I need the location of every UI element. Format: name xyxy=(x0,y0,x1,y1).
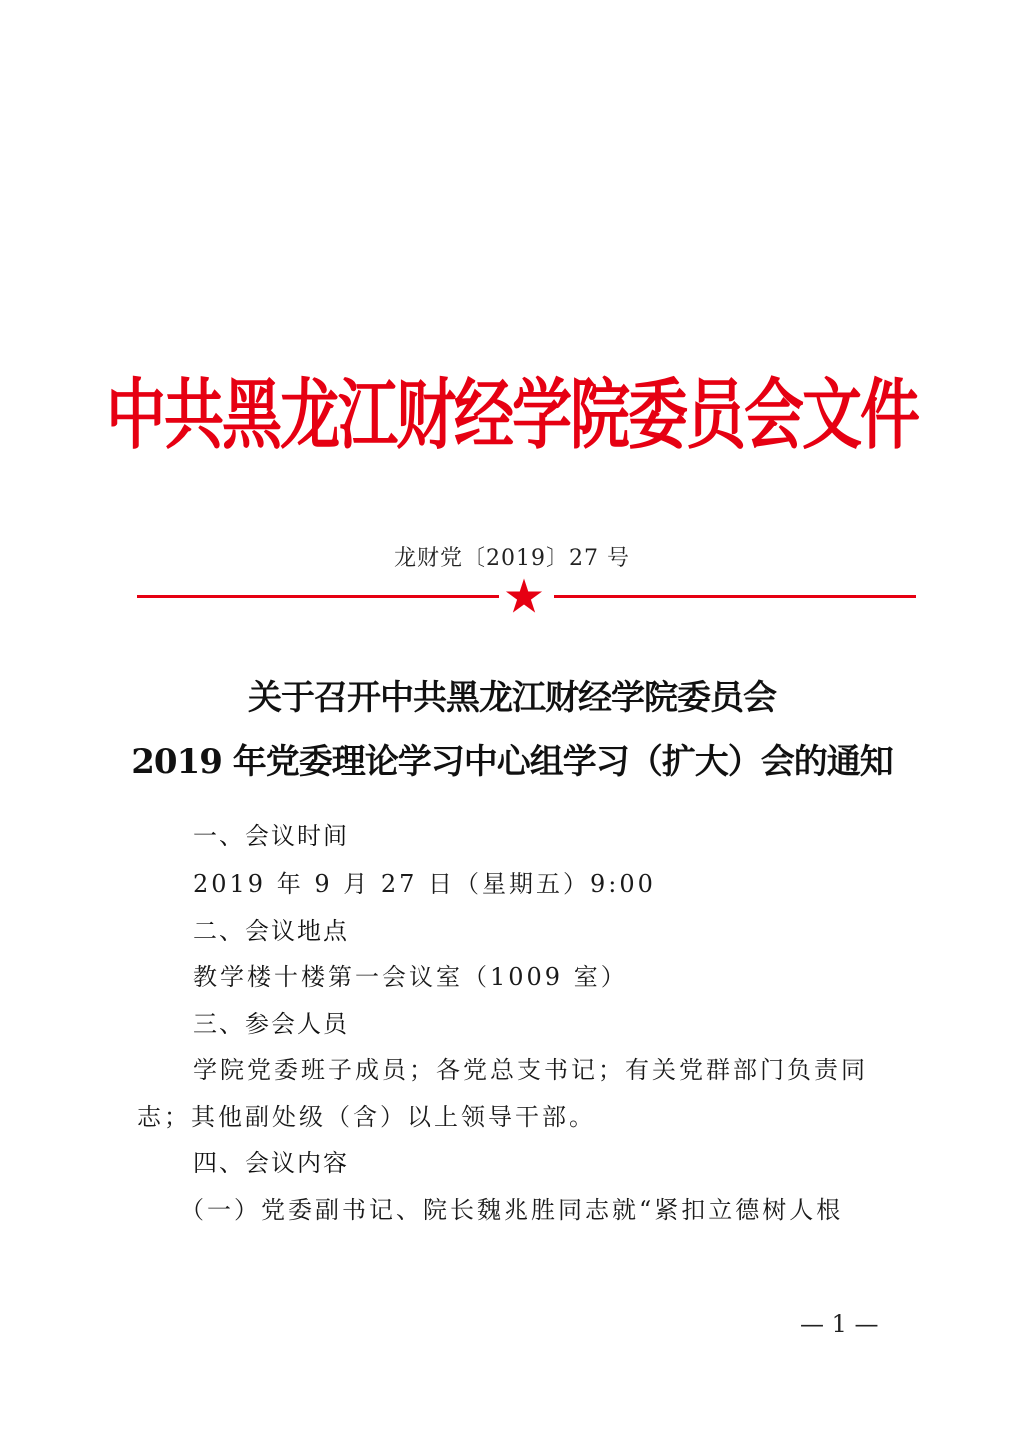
meeting-time-text: 2019 年 9 月 27 日（星期五）9:00 xyxy=(193,870,656,898)
section-heading-time: 一、会议时间 xyxy=(193,822,349,850)
masthead-title: 中共黑龙江财经学院委员会文件 xyxy=(106,371,918,461)
attendees-text-line-1: 学院党委班子成员；各党总支书记；有关党群部门负责同 xyxy=(193,1056,868,1084)
section-heading-place: 二、会议地点 xyxy=(193,917,349,945)
section-heading-content: 四、会议内容 xyxy=(193,1149,349,1177)
attendees-text-line-2: 志；其他副处级（含）以上领导干部。 xyxy=(137,1103,596,1131)
red-divider-right xyxy=(554,595,916,598)
notice-title-line-1: 关于召开中共黑龙江财经学院委员会 xyxy=(248,678,776,718)
page-number: — 1 — xyxy=(800,1310,879,1338)
document-number: 龙财党〔2019〕27 号 xyxy=(394,546,630,571)
content-text-line-1: （一）党委副书记、院长魏兆胜同志就“紧扣立德树人根 xyxy=(180,1196,844,1224)
star-icon xyxy=(505,577,543,615)
notice-title-line-2: 2019 年党委理论学习中心组学习（扩大）会的通知 xyxy=(131,742,893,782)
meeting-place-text: 教学楼十楼第一会议室（1009 室） xyxy=(193,963,628,991)
red-divider-left xyxy=(137,595,499,598)
section-heading-attendees: 三、参会人员 xyxy=(193,1010,349,1038)
